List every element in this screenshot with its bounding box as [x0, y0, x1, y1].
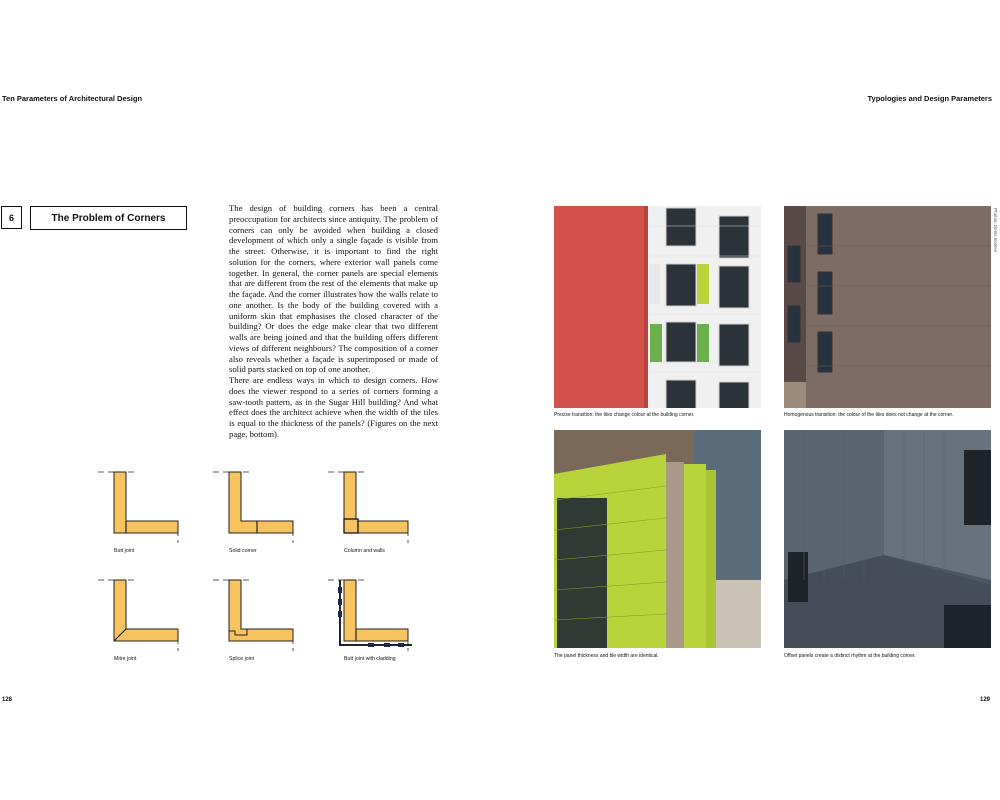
cladding-bracket [384, 643, 390, 647]
photo-caption: Precise transition: the tiles change colour at the building corner. [554, 412, 695, 418]
photo-caption: The panel thickness and tile width are identical. [554, 653, 659, 659]
running-head-right: Typologies and Design Parameters [867, 94, 992, 103]
cladding-bracket [368, 643, 374, 647]
panel-shape [229, 580, 293, 641]
joint-drawing [213, 471, 313, 551]
photo-brick-tower [784, 206, 991, 408]
chapter-number-box: 6 [1, 206, 22, 229]
diagram-caption: Butt joint with cladding [344, 656, 396, 662]
cladding-bracket [338, 599, 342, 605]
diagram-column-and-walls [328, 471, 428, 554]
panel-shape [114, 472, 178, 533]
joint-drawing [328, 471, 428, 551]
page-number-right: 129 [979, 697, 990, 703]
column-shape [344, 519, 358, 533]
running-head-left: Ten Parameters of Architectural Design [2, 94, 143, 103]
photo-lime-tile-panel [554, 430, 761, 648]
diagram-splice-joint [213, 579, 313, 662]
cladding-bracket [338, 611, 342, 617]
diagram-caption: Butt joint [114, 548, 135, 554]
photo-caption: Homogenous transition: the colour of the tiles does not change at the corner. [784, 412, 954, 418]
diagram-mitre-joint [98, 579, 198, 662]
panel-shape [344, 580, 408, 641]
cladding-bracket [338, 587, 342, 593]
diagram-solid-corner [213, 471, 313, 554]
joint-drawing [98, 471, 198, 551]
body-text [229, 203, 438, 440]
chapter-title-box: The Problem of Corners [30, 206, 187, 230]
body-paragraph: The design of building corners has been a central preoccupation for architects since antiquity. The problem of corners can only be avoided when building a closed development of which only a single façade is visible from the street. Otherwise, it is important to find the right solution for the corners, where exterior wall panels come together. In general, the corner panels are special elements that are different from the rest of the elements that make up the façade. And the corner illustrates how the walls relate to one another. Is the body of the building covered with a uniform skin that emphasises the closed character of the building? Or does the edge make clear that two different walls are being joined and that the building offers different views of different neighbours? The composition of a corner also reveals whether a façade is superimposed or made of solid parts stacked on top of one another. [229, 203, 438, 375]
photo-offset-panels [784, 430, 991, 648]
body-paragraph: There are endless ways in which to design corners. How does the viewer respond to a series of corners forming a saw-tooth pattern, as in the Sugar Hill building? And what effect does the architect achieve when the width of the tiles is equal to the thickness of the panels? (Figures on the next page, bottom). [229, 375, 438, 439]
page-number-left: 128 [2, 697, 13, 703]
photo-red-white-facade [554, 206, 761, 408]
joint-drawing [328, 579, 428, 659]
diagram-caption: Column and walls [344, 548, 385, 554]
panel-shape [229, 472, 293, 533]
diagram-butt-joint [98, 471, 198, 554]
joint-drawing [213, 579, 313, 659]
diagram-butt-joint-with-cladding [328, 579, 428, 662]
photo-credit: Photos: Denis Boelen [993, 208, 998, 253]
cladding-bracket [398, 643, 404, 647]
diagram-caption: Mitre joint [114, 656, 137, 662]
diagram-caption: Splice joint [229, 656, 255, 662]
joint-drawing [98, 579, 198, 659]
photo-caption: Offset panels create a distinct rhythm at the building corner. [784, 653, 916, 659]
diagram-caption: Solid corner [229, 548, 257, 554]
